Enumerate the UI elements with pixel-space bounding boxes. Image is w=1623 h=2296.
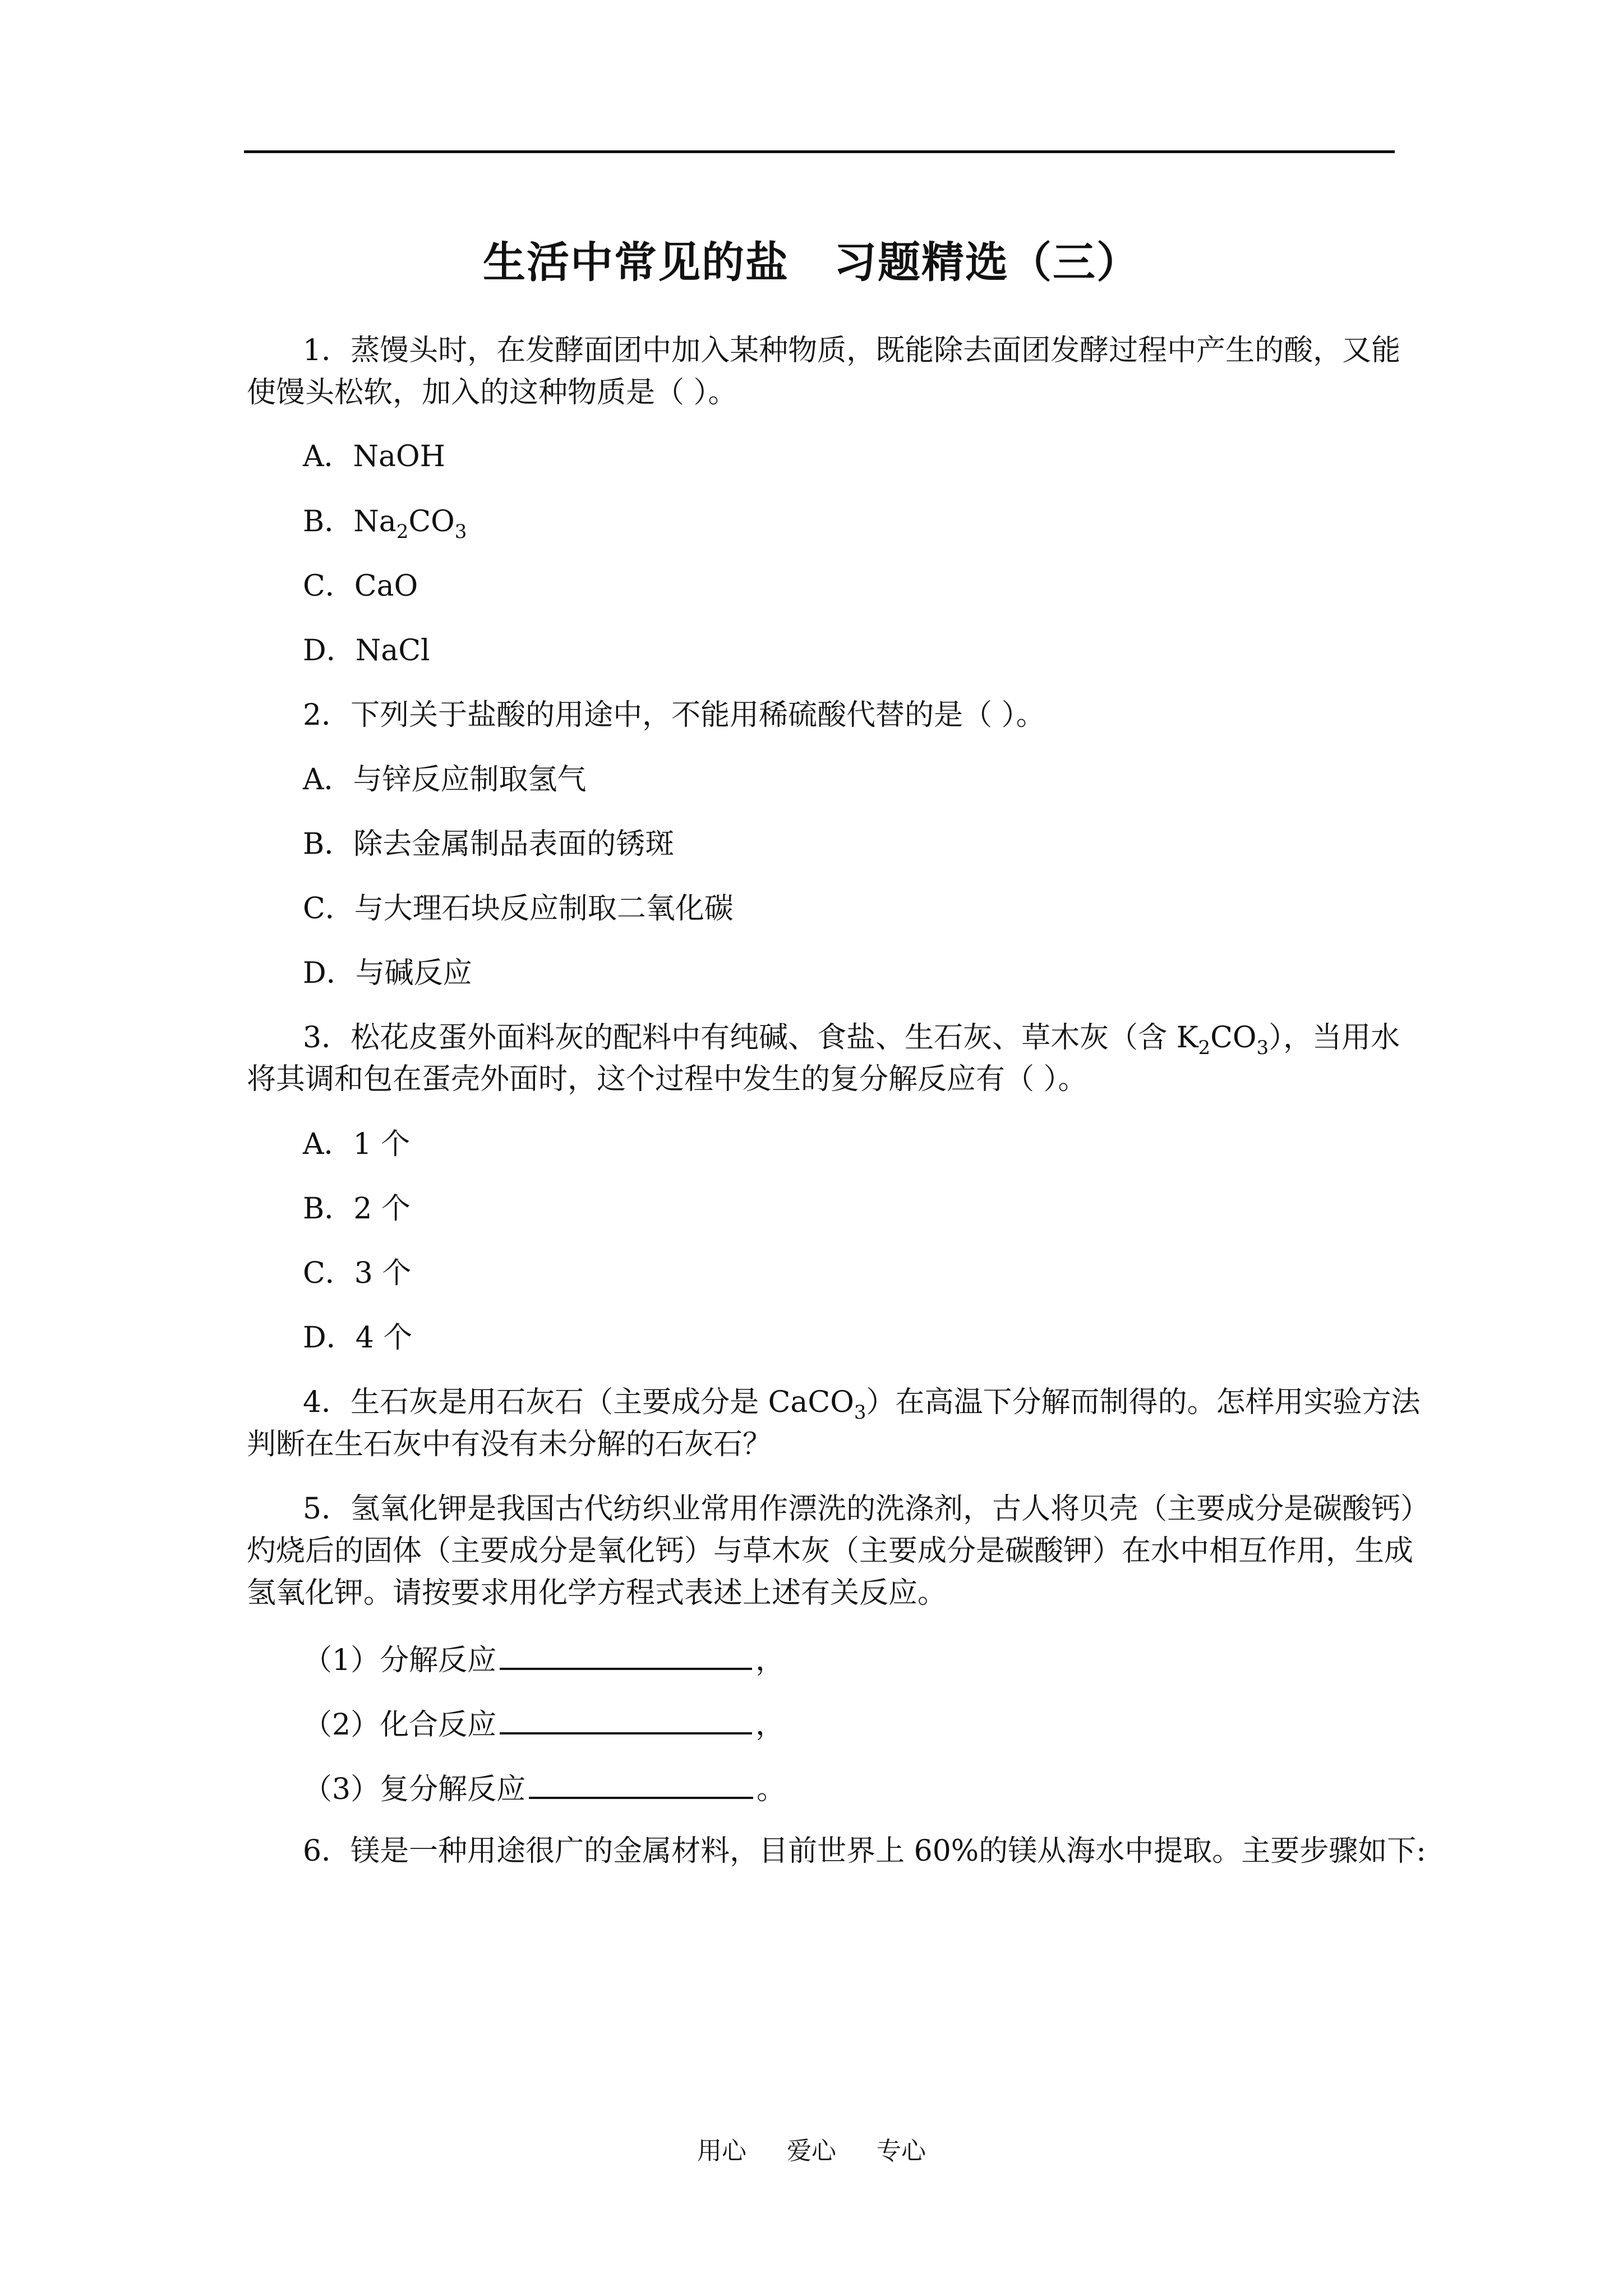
answer-blank-3[interactable] xyxy=(529,1764,753,1799)
footer-word-1: 用心 xyxy=(697,2137,746,2165)
q4-stem-line2: 判断在生石灰中有没有未分解的石灰石？ xyxy=(247,1428,772,1461)
page-footer xyxy=(0,2132,1623,2171)
footer-word-3: 专心 xyxy=(877,2137,926,2165)
q3-option-c: C．3 个 xyxy=(303,1257,412,1290)
q1-option-a: A．NaOH xyxy=(303,440,446,473)
q1-option-b: B．$Na_2CO_3$ xyxy=(303,505,467,543)
q2-option-b: B．除去金属制品表面的锈斑 xyxy=(303,827,675,861)
q6-stem: 6．镁是一种用途很广的金属材料，目前世界上 60%的镁从海水中提取。主要步骤如下: xyxy=(303,1834,1426,1868)
title-sub: 习题精选（三） xyxy=(834,237,1140,287)
q1-option-c: C．CaO xyxy=(303,569,418,603)
q2-option-c: C．与大理石块反应制取二氧化碳 xyxy=(303,892,734,926)
q3-stem-line1: 3．松花皮蛋外面料灰的配料中有纯碱、食盐、生石灰、草木灰（含 $K_2CO_3$），当用水 xyxy=(303,1021,1400,1059)
q5-part-2: （2）化合反应 ， xyxy=(303,1700,785,1747)
q5-stem-line3: 氢氧化钾。请按要求用化学方程式表述上述有关反应。 xyxy=(247,1576,947,1610)
page-title xyxy=(0,229,1623,296)
answer-blank-2[interactable] xyxy=(500,1700,752,1734)
q4-stem-line1: 4．生石灰是用石灰石（主要成分是 CaCO$_3$）在高温下分解而制得的。怎样用实验方法 xyxy=(303,1386,1421,1424)
q5-stem-line1: 5．氢氧化钾是我国古代纺织业常用作漂洗的洗涤剂，古人将贝壳（主要成分是碳酸钙） xyxy=(303,1492,1430,1526)
q3-option-b: B．2 个 xyxy=(303,1192,411,1226)
header-rule xyxy=(244,150,1395,153)
footer-word-2: 爱心 xyxy=(787,2137,836,2165)
q2-option-a: A．与锌反应制取氢气 xyxy=(303,763,587,797)
q5-stem-line2: 灼烧后的固体（主要成分是氧化钙）与草木灰（主要成分是碳酸钾）在水中相互作用，生成 xyxy=(247,1534,1414,1568)
q2-stem: 2．下列关于盐酸的用途中，不能用稀硫酸代替的是（ ）。 xyxy=(303,698,1045,732)
q5-part-3: （3）复分解反应 。 xyxy=(303,1764,786,1812)
q5-part-1: （1）分解反应 ， xyxy=(303,1635,785,1683)
q3-option-d: D．4 个 xyxy=(303,1321,413,1355)
q2-option-d: D．与碱反应 xyxy=(303,956,472,990)
q1-option-d: D．NaCl xyxy=(303,634,430,668)
title-main: 生活中常见的盐 xyxy=(483,237,789,287)
q1-stem-line2: 使馒头松软，加入的这种物质是（ ）。 xyxy=(247,376,737,409)
q3-stem-line2: 将其调和包在蛋壳外面时，这个过程中发生的复分解反应有（ ）。 xyxy=(247,1062,1087,1096)
q3-option-a: A．1 个 xyxy=(303,1128,411,1161)
q1-stem-line1: 1．蒸馒头时，在发酵面团中加入某种物质，既能除去面团发酵过程中产生的酸，又能 xyxy=(303,334,1401,367)
answer-blank-1[interactable] xyxy=(500,1635,752,1670)
